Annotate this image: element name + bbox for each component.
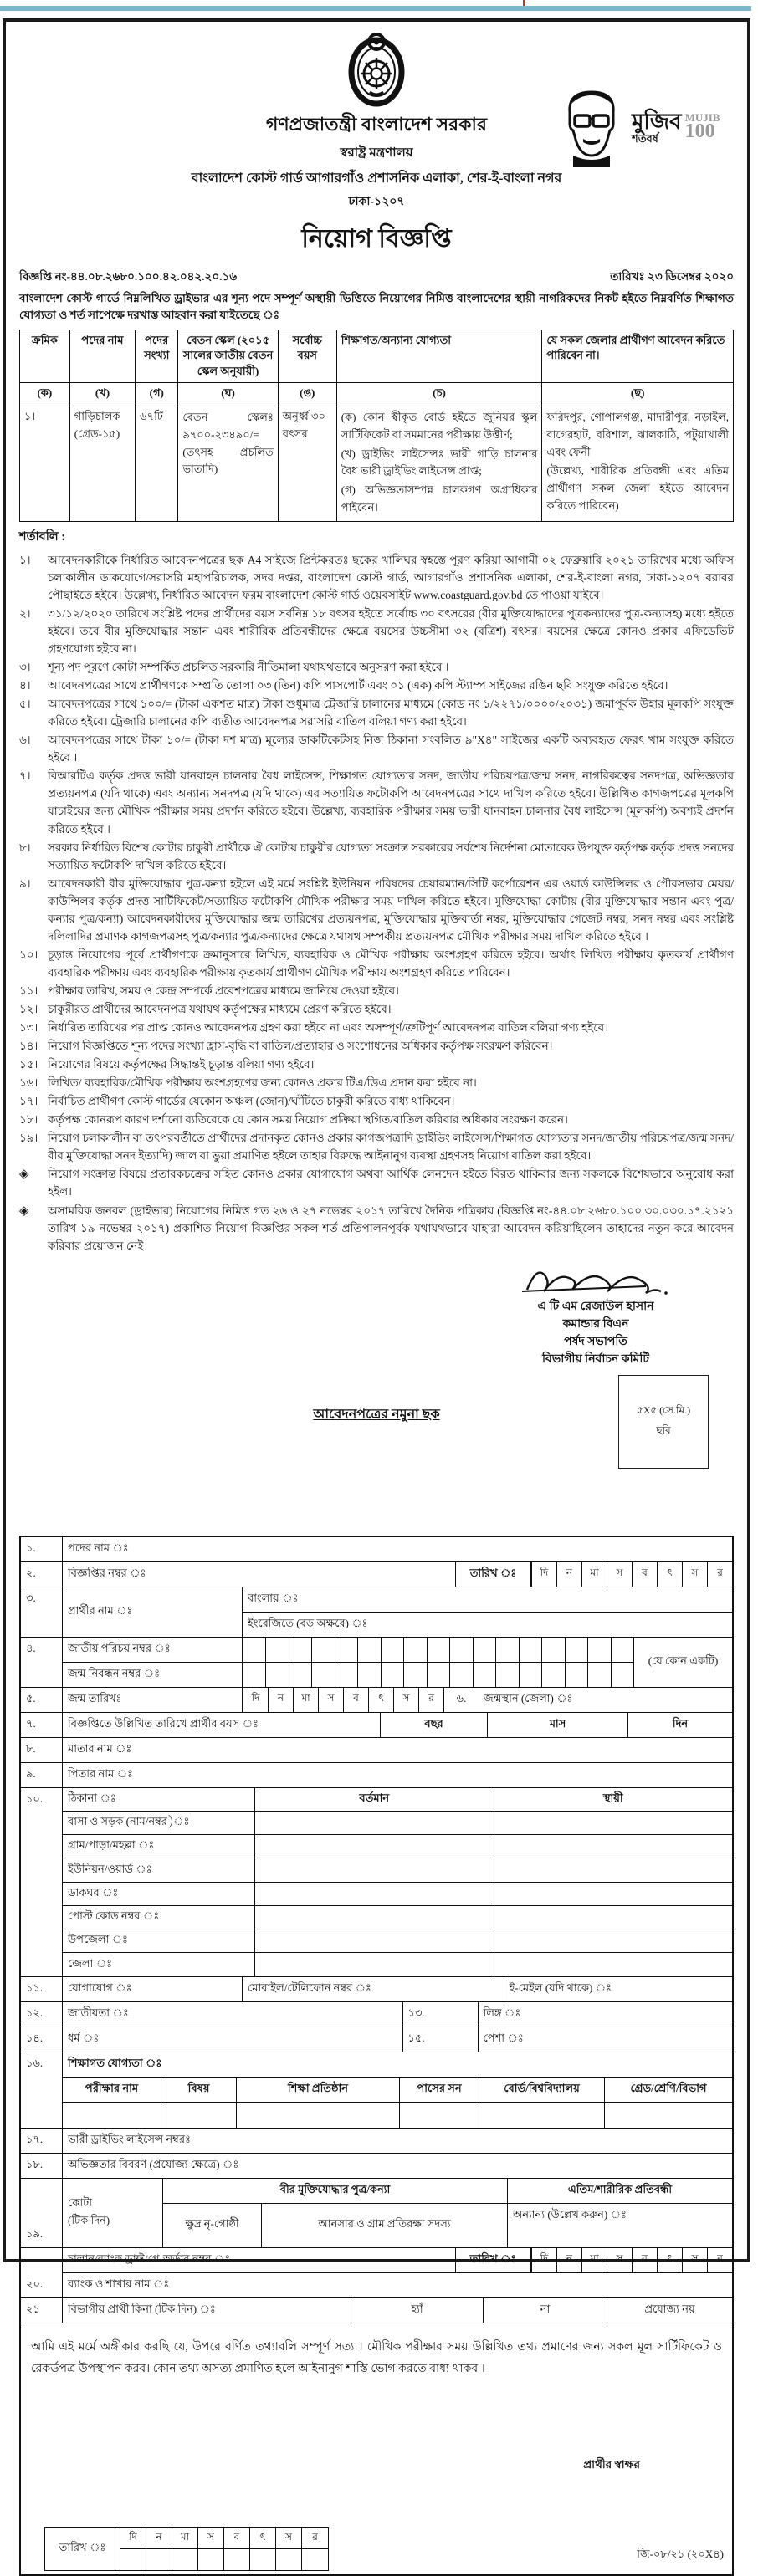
name-english-field[interactable]: ইংরেজিতে (বড় অক্ষরে) ঃ (248, 1616, 368, 1629)
condition-item: ১৪। নিয়োগ বিজ্ঞপ্তিতে শূন্য পদের সংখ্যা হ্রাস-বৃদ্ধি বা বাতিল/প্রত্যাহার ও সংশোধনের অধিকার কর্তৃপক্ষ সংরক্ষণ করিবেন। (19, 1040, 553, 1053)
address-field[interactable] (494, 1929, 733, 1952)
birth-date-label: জন্ম তারিখঃ (63, 1688, 243, 1712)
date-letter-cell: ব (632, 1562, 657, 1587)
form-row-9 (21, 1763, 732, 1788)
date-letter-cell: মা (172, 2528, 198, 2549)
digit-box[interactable] (120, 2549, 146, 2570)
edu-field[interactable] (400, 2103, 479, 2128)
edu-field[interactable] (161, 2103, 237, 2128)
address-field[interactable] (494, 1883, 733, 1905)
ministry-title: স্বরাষ্ট্র মন্ত্রণালয় (340, 146, 413, 160)
form-row-2 (21, 1562, 732, 1587)
col-letter: (খ) (69, 383, 135, 406)
form-row-3 (21, 1587, 732, 1638)
signatory-block (483, 1258, 709, 1368)
departmental-label: বিভাগীয় প্রার্থী কিনা (টিক দিন) ঃ (63, 2298, 351, 2323)
mujib-logo-100: 100 (684, 120, 715, 143)
address-street-label: বাসা ও সড়ক (নাম/নম্বর)ঃ (63, 1812, 255, 1834)
row-number: ১৪. (21, 2027, 63, 2052)
form-row-1 (21, 1537, 732, 1562)
challan-date-grid[interactable] (531, 2248, 732, 2272)
row-number: ১১. (21, 1977, 63, 2001)
condition-item: ২। ৩১/১২/২০২০ তারিখে সংশ্লিষ্ট পদের প্রার্থীদের বয়স সর্বনিম্ন ১৮ বৎসর হইতে সর্বোচ্চ ৩০ বৎসরের (বীর মুক্তিযোদ্ধাদের পুত্রকন্যাদের পুত্র-কন্যাসহ) মধ্যে হইতে হইবে। তবে বীর মুক্তিযোদ্ধার সন্তান এবং শারীরিক প্রতিবন্ধীদের ক্ষেত্রে বয়সের উচ্চসীমা ৩২ (বত্রিশ) বৎসর। বয়সের ক্ষেত্রে কোনও প্রকার এফিডেভিট গ্রহণযোগ্য হইবে না। (19, 606, 734, 656)
departmental-na-cell[interactable]: প্রযোজ্য নয় (644, 2302, 695, 2315)
date-letter-cell: দি (531, 2248, 556, 2272)
qualification-c: (গ) অভিজ্ঞতাসম্পন্ন চালকগণ অগ্রাধিকার পাইবেন। (341, 483, 538, 514)
date-letter-cell: র (302, 2528, 328, 2549)
license-number-field[interactable]: ভারী ড্রাইভিং লাইসেন্স নম্বরঃ (68, 2132, 191, 2145)
edu-field[interactable] (237, 2103, 400, 2128)
digit-box[interactable] (265, 1638, 288, 1662)
digit-box[interactable] (289, 1663, 311, 1687)
digit-box[interactable] (311, 1663, 334, 1687)
birth-place-label[interactable]: জন্মস্থান (জেলা) ঃ (484, 1691, 573, 1705)
date-letter-cell: মা (581, 1562, 607, 1587)
field-label[interactable]: বিজ্ঞপ্তির নম্বর ঃ (63, 1562, 456, 1587)
birth-date-grid[interactable] (243, 1688, 443, 1712)
row-number: ১৯. (21, 2179, 63, 2247)
district-list: ফরিদপুর, গোপালগঞ্জ, মাদারীপুর, নড়াইল, বাগেরহাট, বরিশাল, ঝালকাঠি, পটুয়াখালী এবং ফেনী (546, 411, 729, 458)
row-number: ১৭. (21, 2129, 63, 2153)
diamond-bullet-icon: ◈ (19, 1168, 29, 1182)
row-number: ১৬. (21, 2052, 63, 2128)
date-letter-cell: স (393, 1688, 418, 1712)
col-header: শিক্ষাগত/অন্যান্য যোগ্যতা (336, 330, 542, 383)
condition-item: ৬। আবেদনপত্রের সাথে টাকা ১০/= (টাকা দশ মাত্র) মূল্যের ডাকটিকেটসহ নিজ ঠিকানা সংবলিত ৯"X৪" সাইজের একটি অব্যবহৃত ফেরৎ খাম সংযুক্ত করিতে হইবে । (19, 733, 734, 764)
org-city: ঢাকা-১২০৭ (348, 196, 405, 208)
religion-field[interactable]: ধর্ম ঃ (63, 2027, 403, 2052)
date-letter-cell: মা (581, 2248, 607, 2272)
row-number: ১. (21, 1537, 63, 1561)
coastguard-emblem-icon (345, 30, 408, 107)
field-label[interactable]: পদের নাম ঃ (68, 1541, 129, 1554)
date-letter-cell: র (707, 2248, 732, 2272)
digit-box[interactable] (224, 2549, 250, 2570)
bottom-date-letters (120, 2528, 328, 2549)
date-letter-cell: স (682, 1562, 707, 1587)
row-number: ১২. (21, 2002, 63, 2027)
quota-label: কোটা (টিক দিন) (63, 2179, 163, 2247)
form-row-21 (21, 2298, 732, 2323)
field-label: প্রার্থীর নাম ঃ (63, 1587, 243, 1637)
date-letter-cell: স (198, 2528, 224, 2549)
address-village-label: গ্রাম/পাড়া/মহল্লা ঃ (63, 1835, 255, 1858)
digit-box[interactable] (611, 1663, 633, 1687)
digit-box[interactable] (519, 1663, 541, 1687)
digit-box[interactable] (495, 1663, 518, 1687)
photo-box (618, 1375, 709, 1469)
date-letter-cell: ন (556, 2248, 581, 2272)
digit-box[interactable] (565, 1638, 587, 1662)
row-number: ৫. (21, 1688, 63, 1712)
date-letter-cell: ব (632, 2248, 657, 2272)
notice-title: নিয়োগ বিজ্ঞপ্তি (301, 225, 452, 253)
education-block (63, 2052, 732, 2128)
notice-date: তারিখঃ ২৩ ডিসেম্বর ২০২০ (610, 270, 734, 283)
date-label: তারিখ ঃ (456, 1562, 531, 1587)
mujib-logo-bn2: শতবর্ষ (632, 131, 658, 145)
col-letter: (ঘ) (178, 383, 278, 406)
form-row-5-6 (21, 1688, 732, 1713)
row-number: ৪. (21, 1638, 63, 1687)
date-letter-cell: স (318, 1688, 343, 1712)
digit-box[interactable] (335, 1663, 357, 1687)
signatory-committee: বিভাগীয় নির্বাচন কমিটি (541, 1352, 650, 1366)
form-row-20 (21, 2248, 732, 2298)
form-row-16-education (21, 2052, 732, 2129)
experience-field[interactable]: অভিজ্ঞতার বিবরণ (প্রযোজ্য ক্ষেত্রে) ঃ (68, 2157, 239, 2170)
vacancy-header-row (20, 330, 734, 383)
digit-box[interactable] (427, 1663, 449, 1687)
intro-paragraph: বাংলাদেশ কোস্ট গার্ডে নিম্নলিখিত ড্রাইভার এর শূন্য পদে সম্পূর্ণ অস্থায়ী ভিত্তিতে নিয়োগের নিমিত্ত বাংলাদেশের স্থায়ী নাগরিকদের নিকট হইতে নিম্নবর্ণিত শিক্ষাগত যোগ্যতা ও শর্ত সাপেক্ষে দরখাস্ত আহবান করা যাইতেছে ঃ (19, 292, 734, 322)
col-header: ক্রমিক (20, 330, 70, 383)
bottom-date-grid[interactable] (44, 2527, 329, 2571)
mujib-portrait-icon (553, 87, 630, 167)
address-field[interactable] (255, 1812, 494, 1834)
form-head (19, 1368, 734, 1536)
digit-box[interactable] (449, 1638, 472, 1662)
address-block (63, 1788, 732, 1976)
digit-box[interactable] (250, 2549, 276, 2570)
row-number: ১০. (21, 1788, 63, 1976)
serial-cell: ১। (20, 406, 70, 522)
digit-box[interactable] (495, 1638, 518, 1662)
qualification-cell (336, 406, 542, 522)
form-row-17 (21, 2129, 732, 2154)
mother-name-field[interactable]: মাতার নাম ঃ (68, 1741, 132, 1755)
address-field[interactable] (494, 1812, 733, 1834)
signatory-name: এ টি এম রেজাউল হাসান (537, 1300, 654, 1313)
special-note: ◈ নিয়োগ সংক্রান্ত বিষয়ে প্রতারকচক্রের সহিত কোনও প্রকার যোগাযোগ অথবা আর্থিক লেনদেন হইতে বিরত থাকিবার জন্য সকলকে বিশেষভাবে অনুরোধ করা হইল। (19, 1165, 734, 1200)
photo-label: ছবি (656, 1423, 671, 1436)
edu-col-year: পাসের সন (400, 2078, 479, 2102)
age-cell: অনূর্ধ্ব ৩০ বৎসর (278, 406, 336, 522)
address-label: ঠিকানা ঃ (63, 1788, 255, 1811)
notice-header (19, 30, 734, 325)
row-number: ২০. (21, 2248, 63, 2297)
form-row-12-13 (21, 2002, 732, 2027)
condition-item: ১৮। কর্তৃপক্ষ কোনরূপ কারণ দর্শানো ব্যতিরেকে যে কোন সময় নিয়োগ প্রক্রিয়া স্থগিত/বাতিল করিবার অধিকার সংরক্ষণ করেন। (19, 1113, 568, 1127)
col-header: সর্বোচ্চ বয়স (278, 330, 336, 383)
pay-cell: বেতন স্কেলঃ ৯৭০০-২৩৪৯০/= (তৎসহ প্রচলিত ভাতাদি) (178, 406, 278, 522)
address-field[interactable] (255, 1883, 494, 1905)
row-number: ১৩. (403, 2002, 479, 2027)
address-field[interactable] (255, 1835, 494, 1858)
vacancy-data-row (20, 406, 734, 522)
conditions-list (19, 551, 734, 1255)
digit-box[interactable] (587, 1663, 610, 1687)
date-letter-cell: র (418, 1688, 443, 1712)
signatory-role: পর্ষদ সভাপতি (564, 1335, 627, 1348)
digit-box[interactable] (172, 2549, 198, 2570)
memo-number: বিজ্ঞপ্তি নং-৪৪.০৮.২৬৮০.১০০.৪২.০৪২.২০.১৬ (19, 270, 238, 283)
govt-title: গণপ্রজাতন্ত্রী বাংলাদেশ সরকার (265, 114, 488, 135)
address-field[interactable] (255, 1953, 494, 1975)
contact-label: যোগাযোগ ঃ (63, 1977, 243, 2001)
qualification-b: (খ) ড্রাইভিং লাইসেন্সঃ ভারী গাড়ি চালনার বৈধ ভারী ড্রাইভিং লাইসেন্স প্রাপ্ত; (341, 447, 538, 478)
digit-box[interactable] (381, 1663, 403, 1687)
age-years-cell[interactable]: বছর (381, 1713, 488, 1737)
quota-others-cell[interactable]: অন্যান্য (উল্লেখ করুন) ঃ (513, 2207, 627, 2221)
father-name-field[interactable]: পিতার নাম ঃ (68, 1766, 133, 1780)
vacancy-table (19, 330, 734, 522)
age-months-cell[interactable]: মাস (488, 1713, 628, 1737)
digit-box[interactable] (265, 1663, 288, 1687)
signatory-rank: কমান্ডার বিএন (562, 1317, 629, 1331)
bottom-date-empty-cells[interactable] (120, 2549, 328, 2570)
digit-box[interactable] (473, 1638, 495, 1662)
education-heading: শিক্ষাগত যোগ্যতা ঃ (68, 2056, 162, 2069)
col-header: পদের নাম (69, 330, 135, 383)
condition-item: ১০। চূড়ান্ত নিয়োগের পূর্বে প্রার্থীগণকে ক্রমানুসারে লিখিত, ব্যবহারিক ও মৌখিক পরীক্ষায় অংশগ্রহণ করিতে হইবে। অর্থাৎ লিখিত পরীক্ষায় কৃতকার্য প্রার্থীগণ ব্যবহারিক পরীক্ষায় এবং ব্যবহারিক পরীক্ষায় কৃতকার্য প্রার্থীগণ মৌখিক পরীক্ষায় অংশগ্রহণ করিতে পারিবেন। (19, 948, 734, 979)
photo-size-label: ৫X৫ (সে.মি.) (636, 1403, 691, 1416)
condition-item: ৮। সরকার নির্ধারিত বিশেষ কোটার চাকুরী প্রার্থীকে ঐ কোটায় চাকুরীর যোগ্যতা সংক্রান্ত সরকারের সর্বশেষ নির্দেশনা মোতাবেক উপযুক্ত কর্তৃপক্ষ কর্তৃক প্রদত্ত সনদের সত্যায়িত ফটোকপি দাখিল করিতে হইবে। (19, 841, 734, 871)
form-row-10-address (21, 1788, 732, 1977)
date-letter-cell: দি (243, 1688, 268, 1712)
special-note: ◈ অসামরিক জনবল (ড্রাইভার) নিয়োগের নিমিত্ত গত ২৬ ও ২৭ নভেম্বর ২০১৭ তারিখে দৈনিক পত্রিকায় (বিজ্ঞপ্তি নং-৪৪.০৮.২৬৮০.১০০.৩০.০৩০.১৭.২১২১ তারিখ ১৯ নভেম্বর ২০১৭) প্রকাশিত নিয়োগ বিজ্ঞপ্তির সকল শর্ত প্রতিপালনপূর্বক যথাযথভাবে যাহারা আবেদন করিয়াছিলেন তাহাদের নতুন করে আবেদন করিবার প্রয়োজন নেই। (19, 1202, 734, 1255)
mujib-logo-en: MUJIB (684, 111, 720, 125)
row-number: ৮. (21, 1738, 63, 1762)
profession-field[interactable]: পেশা ঃ (483, 2031, 524, 2044)
edu-col-institute: শিক্ষা প্রতিষ্ঠান (237, 2078, 400, 2102)
row-number: ৭. (21, 1713, 63, 1737)
condition-item: ৪। আবেদনপত্রের সাথে প্রার্থীগণকে সম্প্রতি তোলা ০৩ (তিন) কপি পাসপোর্ট এবং ০১ (এক) কপি স্ট্যাম্প সাইজের রঙিন ছবি সংযুক্ত করিতে হইবে। (19, 679, 668, 693)
date-letter-cell: ব (224, 2528, 250, 2549)
address-field[interactable] (255, 1929, 494, 1952)
edu-col-subject: বিষয় (161, 2078, 237, 2102)
date-letter-cell: স (276, 2528, 302, 2549)
col-letter: (গ) (136, 383, 178, 406)
vacancy-letter-row (20, 383, 734, 406)
edu-field[interactable] (605, 2103, 732, 2128)
address-union-label: ইউনিয়ন/ওয়ার্ড ঃ (63, 1858, 255, 1881)
birth-reg-digit-boxes[interactable] (243, 1663, 633, 1687)
form-row-8 (21, 1738, 732, 1763)
row-number: ৩. (21, 1587, 63, 1637)
count-cell: ৬৭টি (136, 406, 178, 522)
address-postoffice-label: ডাকঘর ঃ (63, 1883, 255, 1905)
any-one-note: (যে কোন একটি) (633, 1638, 732, 1687)
row-number: ২. (21, 1562, 63, 1587)
notice-document (3, 18, 750, 2560)
quota-ethnic-cell[interactable]: ক্ষুদ্র নৃ-গোষ্ঠী (163, 2204, 262, 2247)
digit-box[interactable] (302, 2549, 328, 2570)
edu-field[interactable] (63, 2103, 161, 2128)
email-field[interactable]: ই-মেইল (যদি থাকে) ঃ (509, 1981, 612, 1994)
digit-box[interactable] (541, 1663, 564, 1687)
date-letter-cell: ৎ (368, 1688, 393, 1712)
mobile-field[interactable]: মোবাইল/টেলিফোন নম্বর ঃ (243, 1977, 504, 2001)
address-present-header: বর্তমান (255, 1788, 494, 1811)
conditions-heading: শর্তাবলি : (19, 529, 66, 544)
digit-box[interactable] (289, 1638, 311, 1662)
date-letter-cell: দি (531, 1562, 556, 1587)
condition-item: ১৯। নিয়োগ চলাকালীন বা তৎপরবর্তীতে প্রার্থীদের প্রদানকৃত কোনও প্রকার কাগজপত্রাদি ড্রাইভিং লাইসেন্স/শিক্ষাগত যোগ্যতার সনদ/জাতীয় পরিচয়পত্র/জন্ম সনদ/বীর মুক্তিযোদ্ধা সনদ ইত্যাদি) জাল বা ভুয়া প্রমাণিত হইলে তাহার বিরুদ্ধে আইনানুগ ব্যবস্থা গ্রহণসহ নিয়োগ বাতিল করা হইবে। (19, 1132, 734, 1163)
date-grid[interactable] (531, 1562, 732, 1587)
nationality-field[interactable]: জাতীয়তা ঃ (63, 2002, 403, 2027)
row-number: ১৮. (21, 2154, 63, 2178)
edu-col-grade: গ্রেড/শ্রেণি/বিভাগ (630, 2081, 707, 2094)
date-letter-cell: দি (120, 2528, 146, 2549)
date-letter-cell: ন (556, 1562, 581, 1587)
col-header: যে সকল জেলার প্রার্থীগণ আবেদন করিতে পারিবেন না। (542, 330, 734, 383)
digit-box[interactable] (243, 1638, 265, 1662)
departmental-yes-cell[interactable]: হ্যাঁ (351, 2298, 484, 2323)
row-number: ১৫. (403, 2027, 479, 2052)
bank-branch-field[interactable]: ব্যাংক ও শাখার নাম ঃ (68, 2277, 170, 2290)
address-field[interactable] (494, 1858, 733, 1881)
form-row-19-quota (21, 2179, 732, 2248)
form-row-7 (21, 1713, 732, 1738)
digit-box[interactable] (565, 1663, 587, 1687)
quota-freedom-fighter-cell[interactable]: বীর মুক্তিযোদ্ধার পুত্র/কন্যা (163, 2179, 508, 2203)
quota-ansar-cell[interactable]: আনসার ও গ্রাম প্রতিরক্ষা সদস্য (262, 2204, 508, 2247)
row-number: ৬. (443, 1688, 479, 1712)
address-district-label: জেলা ঃ (63, 1953, 255, 1975)
form-code: জি-০৮/২১ (২০X৪) (637, 2547, 724, 2560)
nid-label: জাতীয় পরিচয় নম্বর ঃ (63, 1638, 243, 1662)
address-field[interactable] (494, 1835, 733, 1858)
digit-box[interactable] (276, 2549, 302, 2570)
departmental-no-cell[interactable]: না (484, 2298, 607, 2323)
form-row-14-15 (21, 2027, 732, 2052)
condition-item: ১২। চাকুরীরত প্রার্থীদের আবেদনপত্র যথাযথ কর্তৃপক্ষের মাধ্যমে প্রেরণ করিতে হইবে। (19, 1002, 392, 1015)
digit-box[interactable] (541, 1638, 564, 1662)
district-note: (উল্লেখ্য, শারীরিক প্রতিবন্ধী এবং এতিম প্রার্থীগণ সকল জেলা হইতে আবেদন করিতে পারিবেন) (546, 464, 729, 513)
address-field[interactable] (494, 1906, 733, 1929)
digit-box[interactable] (587, 1638, 610, 1662)
name-subrows (243, 1587, 732, 1637)
condition-item: ১৩। নির্ধারিত তারিখের পর প্রাপ্ত কোনও আবেদনপত্র গ্রহণ করা হইবে না এবং অসম্পূর্ণ/ত্রুটিপূর্ণ আবেদনপত্র বাতিল বলিয়া গণ্য হইবে। (19, 1021, 609, 1035)
date-letter-cell: ন (146, 2528, 172, 2549)
form-row-11 (21, 1977, 732, 2002)
address-postcode-label: পোস্ট কোড নম্বর ঃ (63, 1906, 255, 1929)
col-letter: (ছ) (542, 383, 734, 406)
condition-item: ৫। আবেদনপত্রের সাথে ১০০/= (টাকা একশত মাত্র) টাকা শুধুমাত্র ট্রেজারি চালানের মাধ্যমে (কোড নং ১/২২৭১/০০০০/২০৩১) জমাপূর্বক উহার মূলকপি সংযুক্ত করিতে হইবে। ট্রেজারি চালানের কপি ব্যতীত আবেদনপত্র সরাসরি বাতিল বলিয়া গণ্য করা হইবে। (19, 698, 734, 728)
edu-col-exam: পরীক্ষার নাম (63, 2078, 161, 2102)
date-label: তারিখ ঃ (456, 2248, 531, 2272)
qualification-a: (ক) কোন স্বীকৃত বোর্ড হইতে জুনিয়র স্কুল সার্টিফিকেট বা সমমানের পরীক্ষায় উত্তীর্ণ; (341, 411, 538, 441)
digit-box[interactable] (335, 1638, 357, 1662)
digit-box[interactable] (357, 1638, 380, 1662)
row-number: ৯. (21, 1763, 63, 1787)
condition-item: ১। আবেদনকারীকে নির্ধারিত আবেদনপত্রের ছক A4 সাইজে প্রিন্টকরতঃ ছকের খালিঘর স্বহস্তে পূরণ করিয়া আগামী ০২ ফেব্রুয়ারি ২০২১ তারিখের মধ্যে অফিস চলাকালীন ডাকযোগে/সরাসরি মহাপরিচালক, সদর দপ্তর, বাংলাদেশ কোস্ট গার্ড, আগারগাঁও প্রশাসনিক এলাকা, শের-ই-বাংলা নগর, ঢাকা-১২০৭ বরাবর পৌছাইতে হইবে। উল্লেখ্য, নির্ধারিত আবেদন ফরম বাংলাদেশ কোস্ট গার্ড ওয়েবসাইট www.coastguard.gov.bd তে পাওয়া যাইবে। (19, 553, 734, 601)
digit-box[interactable] (403, 1663, 426, 1687)
payment-block (63, 2248, 732, 2297)
condition-item: ১৫। নিয়োগের বিষয়ে কর্তৃপক্ষের সিদ্ধান্তই চূড়ান্ত বলিয়া গণ্য হইবে। (19, 1058, 315, 1071)
digit-box[interactable] (519, 1638, 541, 1662)
condition-item: ১১। পরীক্ষার তারিখ, সময় ও কেন্দ্র সম্পর্কে প্রবেশপত্রের মাধ্যমে জানিয়ে দেওয়া হইবে। (19, 984, 399, 997)
digit-box[interactable] (311, 1638, 334, 1662)
date-letter-cell: ব (343, 1688, 368, 1712)
date-letter-cell: র (707, 1562, 732, 1587)
date-letter-cell: ন (268, 1688, 293, 1712)
condition-item: ১৬। লিখিত/ ব্যবহারিক/মৌখিক পরীক্ষায় অংশগ্রহণের জন্য কোনও প্রকার টিএ/ডিএ প্রদান করা হইবে না। (19, 1076, 477, 1090)
red-mark (523, 0, 525, 6)
condition-item: ৯। আবেদনকারী বীর মুক্তিযোদ্ধার পুত্র-কন্যা হইলে এই মর্মে সংশ্লিষ্ট ইউনিয়ন পরিষদের চেয়ারম্যান/সিটি কর্পোরেশন এর ওয়ার্ড কাউন্সিলর ও পৌরসভার মেয়র/কাউন্সিলর কর্তৃক প্রদত্ত সার্টিফিকেট/সত্যায়িত ফটোকপি মৌখিক পরীক্ষার সময় দাখিল করিতে হইবে। মুক্তিযোদ্ধা কোটায় (বীর মুক্তিযোদ্ধার সন্তান এবং পুত্র/কন্যার পুত্র/কন্যা) আবেদনকারীদের মুক্তিযোদ্ধার জন্ম তারিখের প্রত্যয়নপত্র, মুক্তিযোদ্ধার মুক্তিবার্তা নম্বর, মুক্তিযোদ্ধার গেজেট নম্বর, সনদ নম্বর এবং সংশ্লিষ্ট দলিলাদির প্রমাণক কাগজপত্রসহ পুত্র/কন্যার পুত্র/কন্যাদের ক্ষেত্রে যথাযথ সম্পর্কীয় প্রত্যয়নপত্র মৌখিক পরীক্ষার সময় দাখিল করিতে হইবে । (19, 877, 734, 943)
signature-icon (520, 1258, 671, 1301)
edu-col-board: বোর্ড/বিশ্ববিদ্যালয় (479, 2078, 605, 2102)
declaration-text: আমি এই মর্মে অঙ্গীকার করছি যে, উপরে বর্ণিত তথ্যাবলি সম্পূর্ণ সত্য । মৌখিক পরীক্ষার সময় উল্লিখিত তথ্য প্রমাণের জন্য সকল মূল সার্টিফিকেট ও রেকর্ডপত্র উপস্থাপন করব। কোন তথ্য অসত্য প্রমাণিত হলে আইনানুগ শাস্তি ভোগ করতে বাধ্য থাকব । (31, 2340, 722, 2375)
condition-item: ৩। শূন্য পদ পূরণে কোটা সম্পর্কিত প্রচলিত সরকারি নীতিমালা যথাযথভাবে অনুসরণ করা হইবে । (19, 661, 449, 674)
address-field[interactable] (494, 1953, 733, 1975)
form-title: আবেদনপত্রের নমুনা ছক (313, 1407, 440, 1422)
condition-item: ১৭। নির্বাচিত প্রার্থীগণ কোস্ট গার্ডের যেকোন অঞ্চল (জোন)/ঘাঁটিতে চাকুরী করিতে বাধ্য থাকিবেন। (19, 1095, 455, 1108)
mujib-logo-bn: মুজিব (632, 109, 682, 134)
address-permanent-header: স্থায়ী (602, 1791, 623, 1804)
age-label: বিজ্ঞপ্তিতে উল্লিখিত তারিখে প্রার্থীর বয়স ঃ (63, 1713, 381, 1737)
quota-grid (163, 2179, 732, 2247)
applicant-signature-label: প্রার্থীর স্বাক্ষর (583, 2457, 640, 2471)
date-letter-cell: ৎ (657, 1562, 682, 1587)
digit-box[interactable] (611, 1638, 633, 1662)
form-row-18 (21, 2154, 732, 2179)
col-letter: (চ) (336, 383, 542, 406)
quota-orphan-disabled-cell[interactable]: এতিম/শারীরিক প্রতিবন্ধী (567, 2182, 673, 2195)
address-upazila-label: উপজেলা ঃ (63, 1929, 255, 1952)
digit-box[interactable] (198, 2549, 224, 2570)
gender-field[interactable]: লিঙ্গ ঃ (483, 2006, 521, 2019)
digit-box[interactable] (357, 1663, 380, 1687)
address-field[interactable] (255, 1858, 494, 1881)
diamond-bullet-icon: ◈ (19, 1204, 29, 1218)
form-row-4 (21, 1638, 732, 1688)
date-letter-cell: মা (293, 1688, 318, 1712)
digit-box[interactable] (427, 1638, 449, 1662)
district-cell (542, 406, 734, 522)
row-number: ২১ (21, 2298, 63, 2323)
condition-item: ৭। বিআরটিএ কর্তৃক প্রদত্ত ভারী যানবাহন চালনার বৈধ লাইসেন্স, শিক্ষাগত যোগ্যতার সনদ, জাতীয় পরিচয়পত্র/জন্ম সনদ, নাগরিকত্বের সনদপত্র, অভিজ্ঞতার প্রত্যয়নপত্র (যদি থাকে) এবং অন্যান্য সনদপত্র (যদি থাকে) এর সত্যায়িত ফটোকপি আবেদনপত্রের সাথে দাখিল করিতে হইবে। উল্লিখিত কাগজপত্রের মূলকপি যাচাইয়ের জন্য মৌখিক পরীক্ষার সময় প্রদর্শন করিতে হইবে। উল্লেখ্য, ব্যবহারিক পরীক্ষার সময় ভারী যানবাহন চালনার বৈধ লাইসেন্স (মূলকপি) অবশ্যই প্রদর্শন করিতে হইবে । (19, 769, 734, 836)
date-label: তারিখ ঃ (45, 2528, 120, 2570)
digit-box[interactable] (381, 1638, 403, 1662)
post-cell: গাড়িচালক (গ্রেড-১৫) (69, 406, 135, 522)
form-bottom-section (21, 2323, 732, 2574)
col-header: পদের সংখ্যা (136, 330, 178, 383)
col-letter: (ঙ) (278, 383, 336, 406)
date-letter-cell: ৎ (250, 2528, 276, 2549)
nid-digit-boxes[interactable] (243, 1638, 633, 1662)
date-letter-cell: ৎ (657, 2248, 682, 2272)
top-blue-bar (0, 6, 751, 11)
mujib100-logo (553, 85, 729, 169)
application-form (19, 1536, 734, 2576)
date-letter-cell: স (607, 2248, 632, 2272)
org-title: বাংলাদেশ কোস্ট গার্ড আগারগাঁও প্রশাসনিক এলাকা, শের-ই-বাংলা নগর (191, 171, 562, 186)
birth-reg-label: জন্ম নিবন্ধন নম্বর ঃ (63, 1663, 243, 1687)
digit-box[interactable] (449, 1663, 472, 1687)
address-field[interactable] (255, 1906, 494, 1929)
challan-number-field[interactable]: চালান/ব্যাংক ড্রাফ্ট/পে-অর্ডার নম্বর ঃ (63, 2248, 456, 2272)
digit-box[interactable] (473, 1663, 495, 1687)
name-bangla-field[interactable]: বাংলায় ঃ (248, 1591, 299, 1604)
digit-box[interactable] (243, 1663, 265, 1687)
id-subrows (63, 1638, 633, 1687)
age-days-cell[interactable]: দিন (672, 1716, 689, 1730)
date-letter-cell: স (607, 1562, 632, 1587)
col-letter: (ক) (20, 383, 70, 406)
edu-field[interactable] (479, 2103, 605, 2128)
digit-box[interactable] (403, 1638, 426, 1662)
digit-box[interactable] (146, 2549, 172, 2570)
col-header: বেতন স্কেল (২০১৫ সালের জাতীয় বেতন স্কেল অনুযায়ী) (178, 330, 278, 383)
date-letter-cell: স (682, 2248, 707, 2272)
